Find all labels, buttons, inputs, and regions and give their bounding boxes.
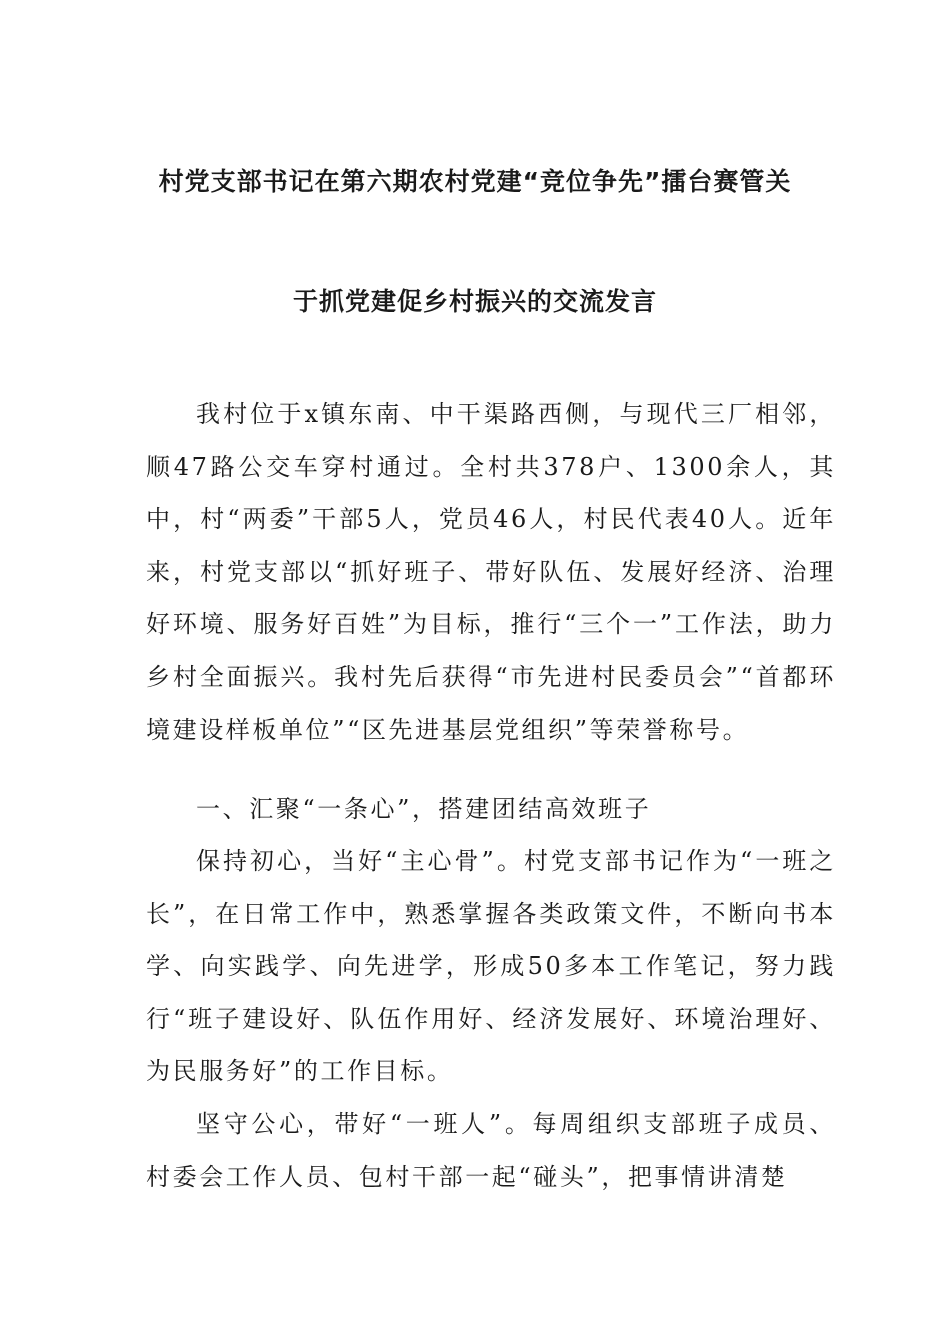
paragraph-keep-public-heart: 坚守公心，带好“一班人”。每周组织支部班子成员、村委会工作人员、包村干部一起“碰头”，把事情讲清楚 <box>146 1110 836 1191</box>
paragraph-keep-original-intention: 保持初心，当好“主心骨”。村党支部书记作为“一班之长”，在日常工作中，熟悉掌握各类政策文件，不断向书本学、向实践学、向先进学，形成50多本工作笔记，努力践行“班子建设好、队伍作用好、经济发展好、环境治理好、为民服务好”的工作目标。 <box>146 847 836 1086</box>
intro-paragraph: 我村位于x镇东南、中干渠路西侧，与现代三厂相邻，顺47路公交车穿村通过。全村共378户、1300余人，其中，村“两委”干部5人，党员46人，村民代表40人。近年来，村党支部以“抓好班子、带好队伍、发展好经济、治理好环境、服务好百姓”为目标，推行“三个一”工作法，助力乡村全面振兴。我村先后获得“市先进村民委员会”“首都环境建设样板单位”“区先进基层党组织”等荣誉称号。 <box>146 400 836 744</box>
document-title-line-2: 于抓党建促乡村振兴的交流发言 <box>292 287 657 316</box>
document-title-line-1: 村党支部书记在第六期农村党建“竞位争先”擂台赛管关 <box>158 167 792 196</box>
section-heading-1: 一、汇聚“一条心”，搭建团结高效班子 <box>196 795 652 823</box>
